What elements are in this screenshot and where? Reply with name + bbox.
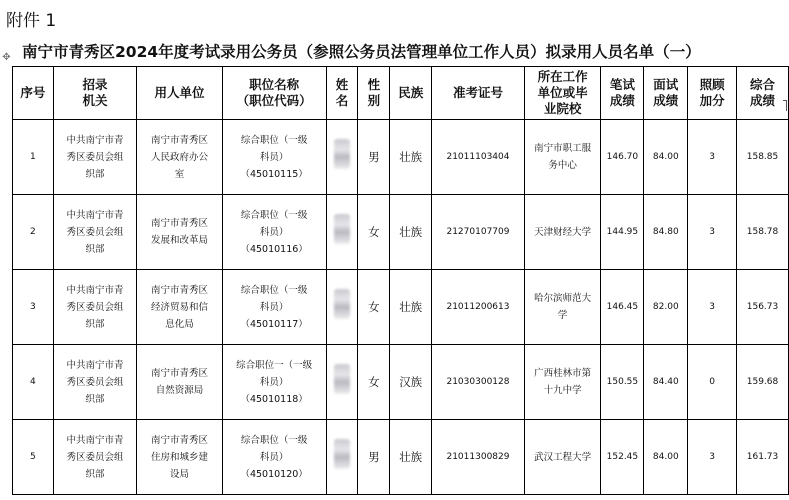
table-row	[13, 120, 789, 195]
cell-exam-id: 21030300128	[432, 345, 525, 420]
cell-ethnicity: 壮族	[390, 270, 432, 345]
header-written: 笔试 成绩	[601, 67, 644, 120]
candidate-table	[12, 66, 789, 495]
header-gender: 性 别	[358, 67, 390, 120]
cell-gender: 女	[358, 270, 390, 345]
cell-written: 146.70	[601, 120, 644, 195]
cell-employer: 南宁市青秀区 人民政府办公 室	[137, 120, 222, 195]
cell-gender: 女	[358, 345, 390, 420]
cell-total: 159.68	[737, 345, 789, 420]
cell-exam-id: 21011300829	[432, 420, 525, 495]
cell-employer: 南宁市青秀区 经济贸易和信 息化局	[137, 270, 222, 345]
cell-exam-id: 21011103404	[432, 120, 525, 195]
cell-employer: 南宁市青秀区 发展和改革局	[137, 195, 222, 270]
table-row	[13, 195, 789, 270]
table-header-row	[13, 67, 789, 120]
header-bonus: 照顾 加分	[688, 67, 737, 120]
cell-index: 3	[13, 270, 54, 345]
cell-recruit: 中共南宁市青 秀区委员会组 织部	[53, 345, 136, 420]
cell-written: 152.45	[601, 420, 644, 495]
cell-bonus: 3	[688, 420, 737, 495]
cell-bonus: 3	[688, 195, 737, 270]
cell-exam-id: 21011200613	[432, 270, 525, 345]
cell-ethnicity: 壮族	[390, 420, 432, 495]
cell-name-redacted	[326, 195, 358, 270]
cell-school: 广西桂林市第 十九中学	[524, 345, 601, 420]
redacted-name-image	[334, 214, 350, 244]
cell-interview: 84.00	[644, 420, 688, 495]
cell-interview: 84.00	[644, 120, 688, 195]
cell-name-redacted	[326, 420, 358, 495]
document-title: 南宁市青秀区2024年度考试录用公务员（参照公务员法管理单位工作人员）拟录用人员名单（一）	[22, 43, 701, 61]
cell-position: 综合职位（一级 科员） （45010120）	[222, 420, 326, 495]
cell-school: 南宁市职工服 务中心	[524, 120, 601, 195]
cell-bonus: 3	[688, 120, 737, 195]
cell-exam-id: 21270107709	[432, 195, 525, 270]
attachment-label: 附件 1	[6, 11, 57, 31]
cell-bonus: 3	[688, 270, 737, 345]
table-row	[13, 270, 789, 345]
header-total: 综合 成绩	[737, 67, 789, 120]
redacted-name-image	[334, 289, 350, 319]
header-name: 姓 名	[326, 67, 358, 120]
table-end-mark-icon	[783, 100, 787, 111]
header-index: 序号	[13, 67, 54, 120]
cell-position: 综合职位（一级 科员） （45010117）	[222, 270, 326, 345]
cell-written: 150.55	[601, 345, 644, 420]
cell-index: 4	[13, 345, 54, 420]
cell-index: 1	[13, 120, 54, 195]
table-row	[13, 420, 789, 495]
cell-position: 综合职位（一级 科员） （45010116）	[222, 195, 326, 270]
header-interview: 面试 成绩	[644, 67, 688, 120]
cell-written: 144.95	[601, 195, 644, 270]
cell-total: 161.73	[737, 420, 789, 495]
header-ethnicity: 民族	[390, 67, 432, 120]
cell-index: 2	[13, 195, 54, 270]
cell-bonus: 0	[688, 345, 737, 420]
cell-recruit: 中共南宁市青 秀区委员会组 织部	[53, 195, 136, 270]
cell-gender: 女	[358, 195, 390, 270]
cell-ethnicity: 壮族	[390, 120, 432, 195]
cell-school: 武汉工程大学	[524, 420, 601, 495]
cell-position: 综合职位一（一级 科员） （45010118）	[222, 345, 326, 420]
cell-name-redacted	[326, 120, 358, 195]
table-move-handle-icon[interactable]: ✥	[2, 52, 11, 63]
header-exam-id: 准考证号	[432, 67, 525, 120]
cell-index: 5	[13, 420, 54, 495]
cell-recruit: 中共南宁市青 秀区委员会组 织部	[53, 120, 136, 195]
header-employer: 用人单位	[137, 67, 222, 120]
cell-total: 156.73	[737, 270, 789, 345]
header-school: 所在工作 单位或毕 业院校	[524, 67, 601, 120]
cell-gender: 男	[358, 420, 390, 495]
cell-written: 146.45	[601, 270, 644, 345]
header-position: 职位名称 （职位代码）	[222, 67, 326, 120]
cell-school: 天津财经大学	[524, 195, 601, 270]
cell-total: 158.85	[737, 120, 789, 195]
header-recruit: 招录 机关	[53, 67, 136, 120]
cell-employer: 南宁市青秀区 自然资源局	[137, 345, 222, 420]
cell-recruit: 中共南宁市青 秀区委员会组 织部	[53, 270, 136, 345]
table-row	[13, 345, 789, 420]
cell-employer: 南宁市青秀区 住房和城乡建 设局	[137, 420, 222, 495]
redacted-name-image	[334, 139, 350, 169]
cell-interview: 82.00	[644, 270, 688, 345]
cell-position: 综合职位（一级 科员） （45010115）	[222, 120, 326, 195]
redacted-name-image	[334, 364, 350, 394]
cell-recruit: 中共南宁市青 秀区委员会组 织部	[53, 420, 136, 495]
redacted-name-image	[334, 439, 350, 469]
cell-school: 哈尔滨师范大 学	[524, 270, 601, 345]
cell-interview: 84.80	[644, 195, 688, 270]
cell-name-redacted	[326, 270, 358, 345]
cell-ethnicity: 壮族	[390, 195, 432, 270]
cell-total: 158.78	[737, 195, 789, 270]
cell-name-redacted	[326, 345, 358, 420]
cell-interview: 84.40	[644, 345, 688, 420]
cell-ethnicity: 汉族	[390, 345, 432, 420]
cell-gender: 男	[358, 120, 390, 195]
